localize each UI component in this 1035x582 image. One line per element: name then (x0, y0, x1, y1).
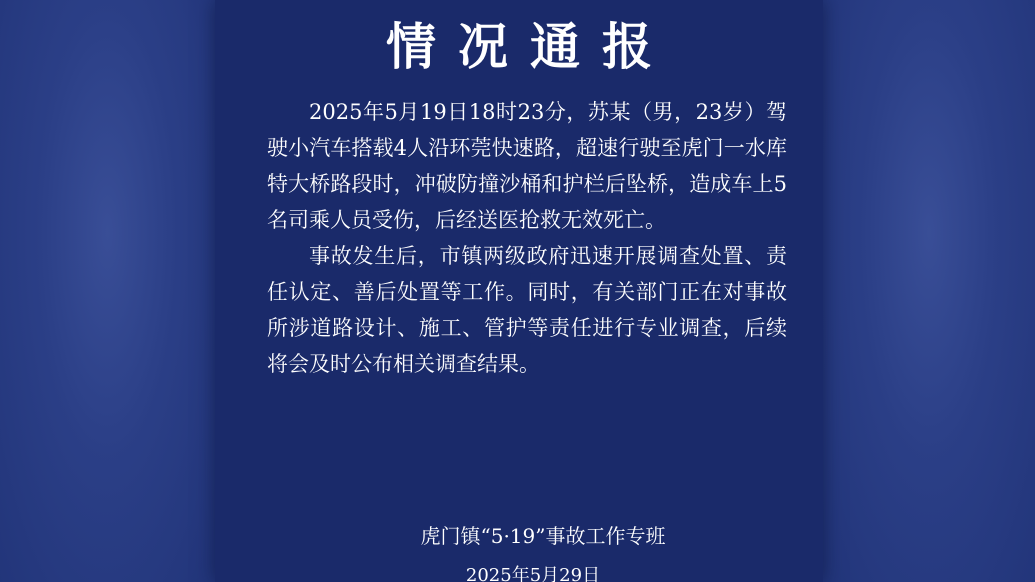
notice-panel (215, 0, 823, 582)
notice-paragraph-2: 事故发生后，市镇两级政府迅速开展调查处置、责任认定、善后处置等工作。同时，有关部门正在对事故所涉道路设计、施工、管护等责任进行专业调查，后续将会及时公布相关调查结果。 (267, 244, 787, 376)
notice-body (267, 94, 787, 382)
notice-date: 2025年5月29日 (465, 565, 601, 582)
notice-paragraph-1: 2025年5月19日18时23分，苏某（男，23岁）驾驶小汽车搭载4人沿环莞快速路，超速行驶至虎门一水库特大桥路段时，冲破防撞沙桶和护栏后坠桥，造成车上5名司乘人员受伤，后经送医抢救无效死亡。 (267, 100, 787, 232)
notice-signature: 虎门镇“5·19”事故工作专班 (420, 524, 666, 548)
notice-title: 情况通报 (386, 17, 674, 76)
blurred-background-left (0, 0, 215, 582)
blurred-background-right (823, 0, 1035, 582)
